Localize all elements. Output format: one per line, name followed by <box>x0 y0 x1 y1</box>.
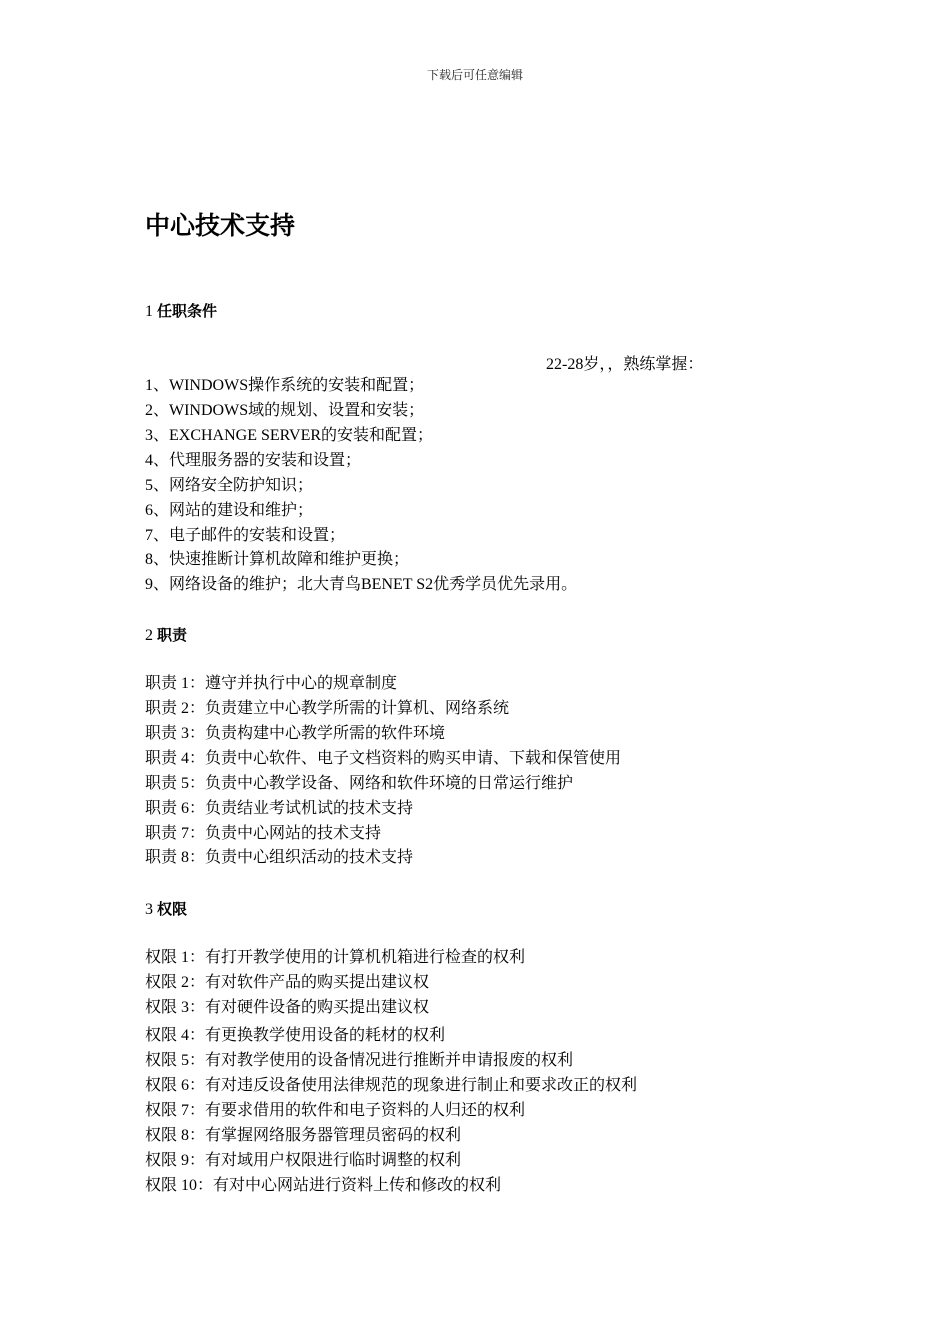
list-item: 职责 1：遵守并执行中心的规章制度 <box>145 675 398 692</box>
list-item: 权限 8：有掌握网络服务器管理员密码的权利 <box>145 1127 462 1144</box>
qualification-intro: 22-28岁，，熟练掌握： <box>546 356 704 373</box>
list-item: 7、电子邮件的安装和设置； <box>145 527 346 544</box>
list-item: 权限 3：有对硬件设备的购买提出建议权 <box>145 999 430 1016</box>
list-item: 权限 9：有对域用户权限进行临时调整的权利 <box>145 1152 462 1169</box>
list-item: 权限 7：有要求借用的软件和电子资料的人归还的权利 <box>145 1102 526 1119</box>
list-item: 权限 6：有对违反设备使用法律规范的现象进行制止和要求改正的权利 <box>145 1077 638 1094</box>
list-item: 职责 5：负责中心教学设备、网络和软件环境的日常运行维护 <box>145 775 574 792</box>
list-item: 权限 5：有对教学使用的设备情况进行推断并申请报废的权利 <box>145 1052 574 1069</box>
list-item: 6、网站的建设和维护； <box>145 502 314 519</box>
list-item: 职责 3：负责构建中心教学所需的软件环境 <box>145 725 446 742</box>
list-item: 2、WINDOWS域的规划、设置和安装； <box>145 402 425 419</box>
section-1-title: 任职条件 <box>157 302 218 320</box>
list-item: 职责 4：负责中心软件、电子文档资料的购买申请、下载和保管使用 <box>145 750 622 767</box>
list-item: 权限 1：有打开教学使用的计算机机箱进行检查的权利 <box>145 949 526 966</box>
list-item: 1、WINDOWS操作系统的安装和配置； <box>145 377 425 394</box>
list-item: 职责 2：负责建立中心教学所需的计算机、网络系统 <box>145 700 510 717</box>
document-title: 中心技术支持 <box>145 211 296 240</box>
list-item: 权限 10：有对中心网站进行资料上传和修改的权利 <box>145 1177 502 1194</box>
section-2-title: 职责 <box>157 626 188 644</box>
section-2-heading <box>145 624 187 645</box>
section-1-number: 1 <box>145 303 153 320</box>
section-2-number: 2 <box>145 627 153 644</box>
list-item: 职责 7：负责中心网站的技术支持 <box>145 825 382 842</box>
list-item: 职责 8：负责中心组织活动的技术支持 <box>145 849 414 866</box>
section-1-heading <box>145 300 217 321</box>
page-header-note: 下载后可任意编辑 <box>426 68 523 82</box>
list-item: 3、EXCHANGE SERVER的安装和配置； <box>145 427 434 444</box>
list-item: 4、代理服务器的安装和设置； <box>145 452 362 469</box>
section-3-title: 权限 <box>157 900 188 918</box>
list-item: 5、网络安全防护知识； <box>145 477 314 494</box>
section-3-number: 3 <box>145 901 153 918</box>
section-3-heading <box>145 898 187 919</box>
list-item: 权限 2：有对软件产品的购买提出建议权 <box>145 974 430 991</box>
list-item: 9、网络设备的维护；北大青鸟BENET S2优秀学员优先录用。 <box>145 576 578 593</box>
list-item: 8、快速推断计算机故障和维护更换； <box>145 551 410 568</box>
list-item: 职责 6：负责结业考试机试的技术支持 <box>145 800 414 817</box>
list-item: 权限 4：有更换教学使用设备的耗材的权利 <box>145 1027 446 1044</box>
